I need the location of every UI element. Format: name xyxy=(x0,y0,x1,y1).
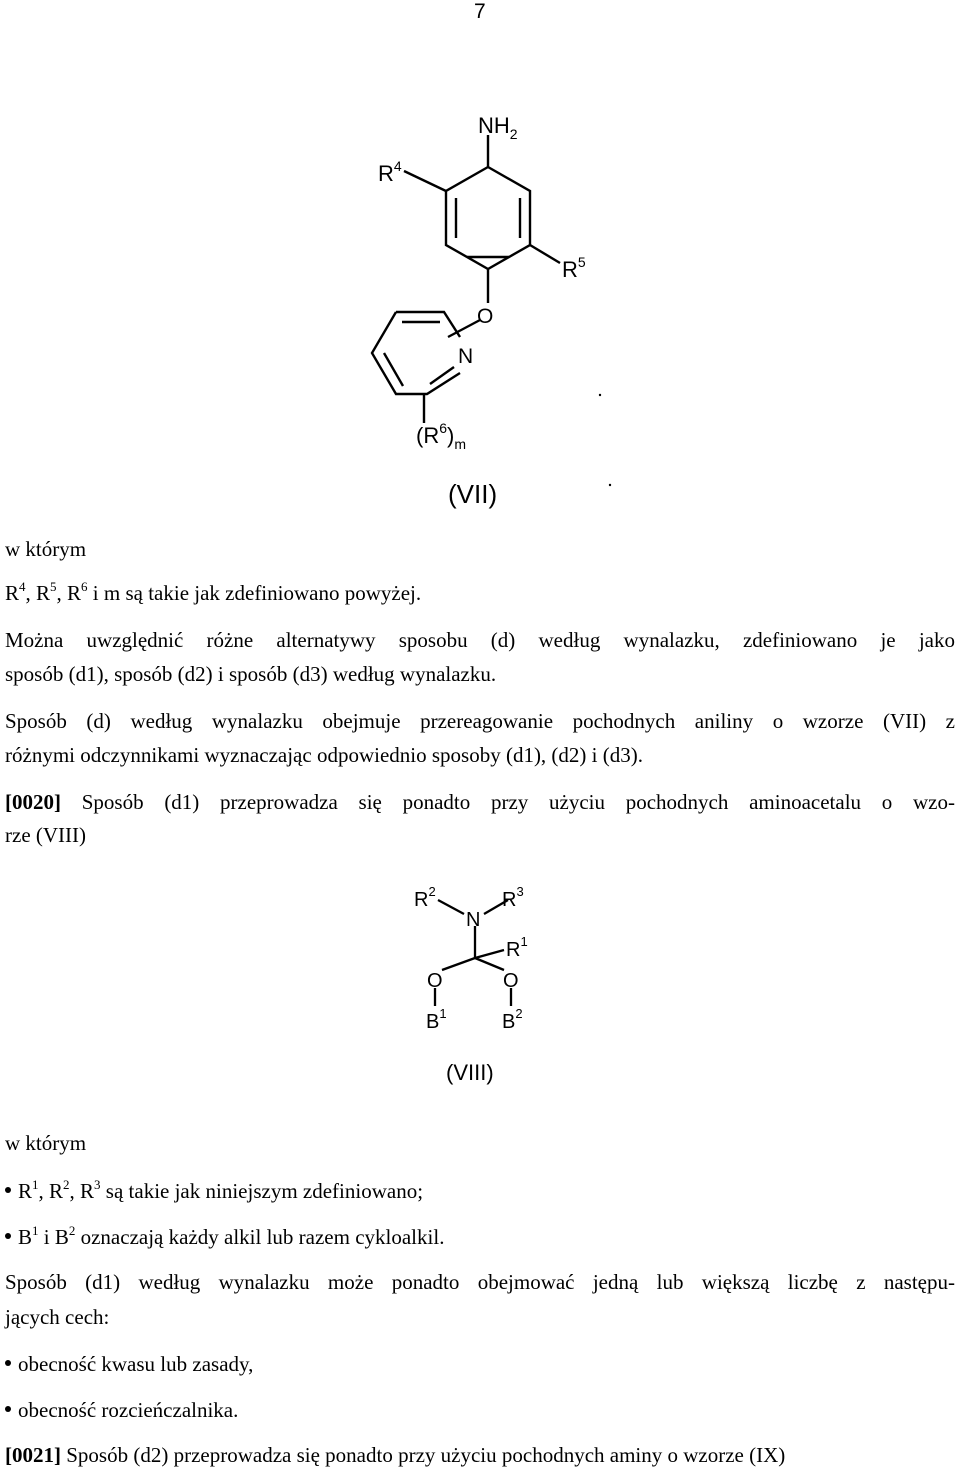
paragraph-alternatywy-line2: sposób (d1), sposób (d2) i sposób (d3) według wynalazku. xyxy=(5,662,497,686)
c-o-right-bond xyxy=(475,958,504,970)
r5-bond xyxy=(530,245,560,263)
r4-label: $R^4$ xyxy=(378,158,402,186)
r3-label: $R^3$ xyxy=(502,884,524,911)
paragraph-0020-line2: rze (VIII) xyxy=(5,823,87,847)
bullet-dot xyxy=(5,1187,11,1193)
paragraph-tag-0020: [0020] xyxy=(5,790,61,814)
paragraph-d1-cechy-line1: Sposób (d1) według wynalazku może ponadto obejmować jedną lub większą liczbę z następu- xyxy=(5,1270,955,1294)
formula-viii-structure xyxy=(400,870,560,1090)
pyridine-inner-right xyxy=(430,367,454,384)
bullet-r1-r2-r3: $R^1$, $R^2$, $R^3$ są takie jak niniejszym zdefiniowano; xyxy=(5,1179,423,1203)
bullet-dot xyxy=(5,1360,11,1366)
ether-bond xyxy=(448,320,480,337)
paragraph-0021-line1: [0021] Sposób (d2) przeprowadza się ponadto przy użyciu pochodnych aminy o wzorze (IX) xyxy=(5,1443,786,1467)
benzene-outline xyxy=(446,167,530,269)
pyridine-inner-left xyxy=(384,353,403,386)
pyridine-top xyxy=(396,312,460,337)
formula-viii-label: (VIII) xyxy=(446,1060,494,1085)
c-o-left-bond xyxy=(442,958,475,970)
bullet-b1-b2: $B^1$ i $B^2$ oznaczają każdy alkil lub razem cykloalkil. xyxy=(5,1225,444,1249)
paragraph-alternatywy-line1: Można uwzględnić różne alternatywy sposobu (d) według wynalazku, zdefiniowano je jako xyxy=(5,628,955,652)
paragraph-d1-cechy-line2: jących cech: xyxy=(5,1305,110,1329)
r2-n-bond xyxy=(438,900,464,914)
nh2-label: $NH_2$ xyxy=(478,113,518,142)
r6-label: $(R^6)_m$ xyxy=(416,420,467,452)
r1-label: $R^1$ xyxy=(506,934,528,961)
bullet-dot xyxy=(5,1233,11,1239)
paragraph-r4-r5-r6: $R^4$, $R^5$, $R^6$ i m są takie jak zdefiniowano powyżej. xyxy=(5,579,422,605)
speck-dot xyxy=(609,484,611,486)
n-label: N xyxy=(466,909,481,931)
paragraph-sposob-d-line2: różnymi odczynnikami wyznaczając odpowiednio sposoby (d1), (d2) i (d3). xyxy=(5,743,643,767)
b1-label: $B^1$ xyxy=(426,1006,447,1033)
bullet-rozcienczalnik: obecność rozcieńczalnika. xyxy=(5,1398,238,1422)
nitrogen-label: N xyxy=(458,345,474,368)
paragraph-w-ktorym-2: w którym xyxy=(5,1131,87,1155)
formula-vii-structure xyxy=(360,105,640,515)
o-left-label: O xyxy=(427,970,443,992)
bullet-kwas-zasada: obecność kwasu lub zasady, xyxy=(5,1352,253,1376)
oxygen-label: O xyxy=(477,305,494,328)
r4-bond xyxy=(404,171,446,191)
r5-label: $R^5$ xyxy=(562,254,586,282)
o-right-label: O xyxy=(503,970,519,992)
paragraph-tag-0021: [0021] xyxy=(5,1443,61,1467)
bullet-dot xyxy=(5,1406,11,1412)
r2-label: $R^2$ xyxy=(414,884,436,911)
paragraph-0020-line1: [0020] Sposób (d1) przeprowadza się ponadto przy użyciu pochodnych aminoacetalu o wzo- xyxy=(5,790,955,814)
formula-vii-label: (VII) xyxy=(448,479,498,509)
paragraph-w-ktorym-1: w którym xyxy=(5,537,87,561)
b2-label: $B^2$ xyxy=(502,1006,523,1033)
paragraph-sposob-d-line1: Sposób (d) według wynalazku obejmuje przereagowanie pochodnych aniliny o wzorze (VII) z xyxy=(5,709,955,733)
speck-dot xyxy=(599,394,601,396)
page-number: 7 xyxy=(474,0,486,23)
pyridine-ring xyxy=(372,312,460,423)
c-r1-bond xyxy=(475,950,504,958)
